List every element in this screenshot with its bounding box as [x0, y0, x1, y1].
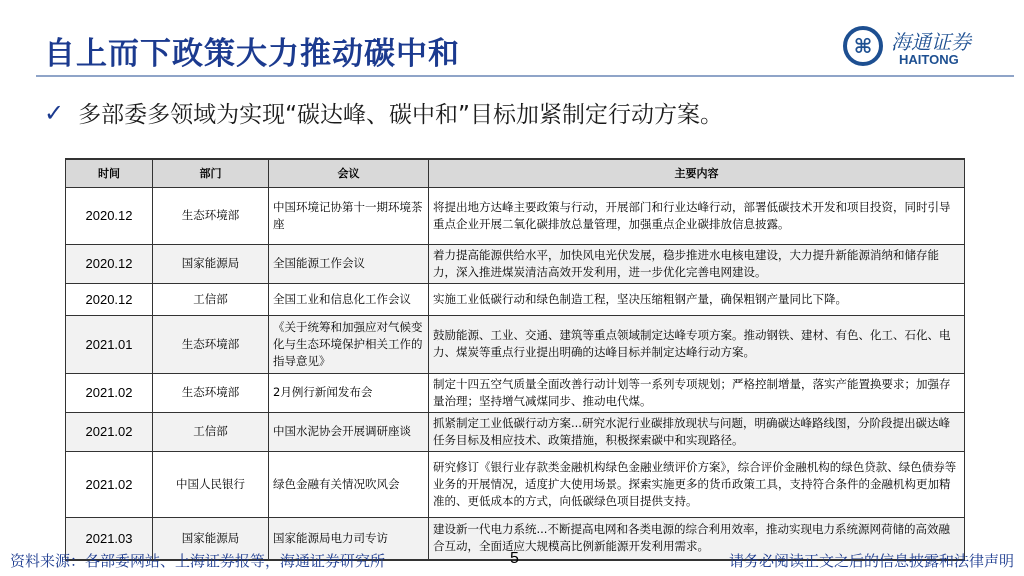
haitong-logo [843, 24, 993, 70]
policy-table [65, 158, 965, 561]
table-row [66, 412, 965, 451]
cell-department: 生态环境部 [153, 373, 269, 412]
cell-content: 实施工业低碳行动和绿色制造工程，坚决压缩粗钢产量，确保粗钢产量同比下降。 [429, 283, 965, 315]
header-meeting: 会议 [269, 159, 429, 187]
cell-meeting: 《关于统筹和加强应对气候变化与生态环境保护相关工作的指导意见》 [269, 315, 429, 373]
page-number: 5 [510, 550, 519, 567]
header-department: 部门 [153, 159, 269, 187]
table-row [66, 373, 965, 412]
cell-meeting: 绿色金融有关情况吹风会 [269, 451, 429, 517]
cell-meeting: 国家能源局电力司专访 [269, 517, 429, 560]
logo-cn: 海通证券 [891, 30, 971, 54]
cell-content: 制定十四五空气质量全面改善行动计划等一系列专项规划；严格控制增量，落实产能置换要求；加强存量治理；坚持增气减煤同步、推动电代煤。 [429, 373, 965, 412]
cell-time: 2020.12 [66, 244, 153, 283]
subtitle-text: 多部委多领域为实现“碳达峰、碳中和”目标加紧制定行动方案。 [78, 102, 723, 128]
cell-meeting: 中国水泥协会开展调研座谈 [269, 412, 429, 451]
checkmark-icon: ✓ [44, 98, 65, 127]
haitong-logo-icon: ⌘ [843, 26, 883, 66]
cell-meeting: 中国环境记协第十一期环境茶座 [269, 187, 429, 244]
cell-meeting: 2月例行新闻发布会 [269, 373, 429, 412]
cell-content: 抓紧制定工业低碳行动方案...研究水泥行业碳排放现状与问题，明确碳达峰路线图，分阶段提出碳达峰任务目标及相应技术、政策措施，积极探索碳中和实现路径。 [429, 412, 965, 451]
cell-department: 工信部 [153, 283, 269, 315]
header-divider [36, 75, 1014, 77]
cell-content: 建设新一代电力系统...不断提高电网和各类电源的综合利用效率，推动实现电力系统源网荷储的高效融合互动，全面适应大规模高比例新能源开发利用需求。 [429, 517, 965, 560]
cell-content: 研究修订《银行业存款类金融机构绿色金融业绩评价方案》，综合评价金融机构的绿色贷款、绿色债券等业务的开展情况，适度扩大使用场景。探索实施更多的货币政策工具，支持符合条件的金融机构更加精准的、更低成本的方式，向低碳绿色项目提供支持。 [429, 451, 965, 517]
table-row [66, 315, 965, 373]
logo-en: HAITONG [899, 52, 959, 67]
cell-meeting: 全国工业和信息化工作会议 [269, 283, 429, 315]
disclaimer-note: 请务必阅读正文之后的信息披露和法律声明 [728, 552, 1014, 570]
table-header-row [66, 159, 965, 187]
cell-time: 2021.03 [66, 517, 153, 560]
cell-content: 鼓励能源、工业、交通、建筑等重点领域制定达峰专项方案。推动钢铁、建材、有色、化工、石化、电力、煤炭等重点行业提出明确的达峰目标并制定达峰行动方案。 [429, 315, 965, 373]
cell-department: 工信部 [153, 412, 269, 451]
cell-time: 2020.12 [66, 187, 153, 244]
table-row [66, 451, 965, 517]
cell-content: 着力提高能源供给水平，加快风电光伏发展，稳步推进水电核电建设，大力提升新能源消纳和储存能力，深入推进煤炭清洁高效开发利用，进一步优化完善电网建设。 [429, 244, 965, 283]
cell-department: 国家能源局 [153, 244, 269, 283]
cell-time: 2021.01 [66, 315, 153, 373]
cell-time: 2021.02 [66, 412, 153, 451]
cell-department: 中国人民银行 [153, 451, 269, 517]
subtitle [44, 96, 723, 129]
cell-department: 生态环境部 [153, 315, 269, 373]
header-content: 主要内容 [429, 159, 965, 187]
table-row [66, 187, 965, 244]
header-time: 时间 [66, 159, 153, 187]
cell-time: 2021.02 [66, 451, 153, 517]
cell-time: 2021.02 [66, 373, 153, 412]
cell-content: 将提出地方达峰主要政策与行动，开展部门和行业达峰行动，部署低碳技术开发和项目投资，同时引导重点企业开展二氧化碳排放总量管理，加强重点企业碳排放信息披露。 [429, 187, 965, 244]
page-title: 自上而下政策大力推动碳中和 [44, 36, 460, 72]
cell-meeting: 全国能源工作会议 [269, 244, 429, 283]
table-row [66, 244, 965, 283]
cell-time: 2020.12 [66, 283, 153, 315]
source-note: 资料来源：各部委网站、上海证券报等，海通证券研究所 [10, 552, 386, 570]
table-row [66, 283, 965, 315]
cell-department: 国家能源局 [153, 517, 269, 560]
cell-department: 生态环境部 [153, 187, 269, 244]
